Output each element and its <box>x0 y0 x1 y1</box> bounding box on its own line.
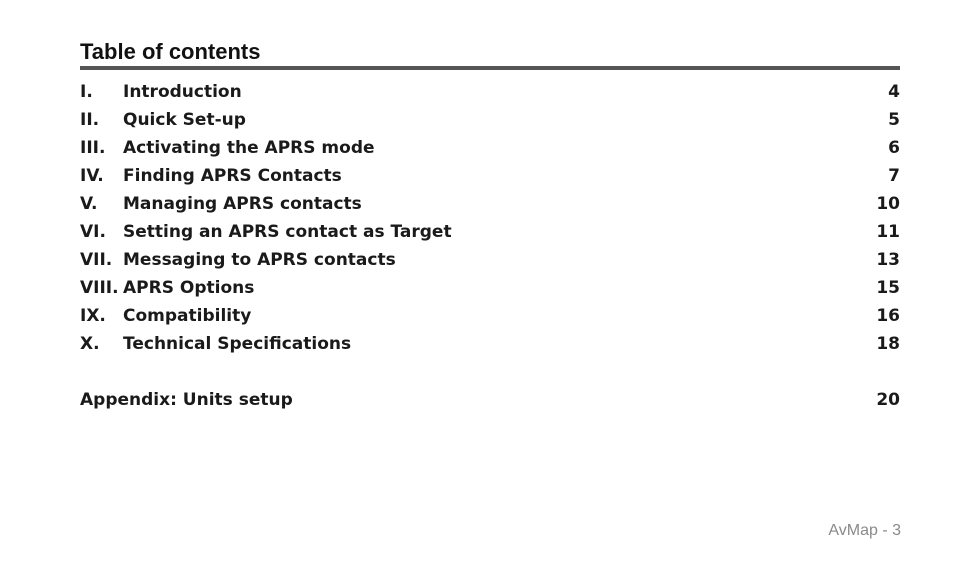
toc-entry-label: Messaging to APRS contacts <box>123 250 396 270</box>
toc-entry-finding-contacts[interactable] <box>80 162 900 190</box>
toc-entry-number: V. <box>80 194 98 214</box>
toc-entry-label: Quick Set-up <box>123 110 246 130</box>
toc-entry-number: IX. <box>80 306 106 326</box>
toc-entry-number: VII. <box>80 250 113 270</box>
toc-entry-label: Setting an APRS contact as Target <box>123 222 452 242</box>
toc-entry-number: X. <box>80 334 100 354</box>
toc-entry-page: 7 <box>888 166 900 186</box>
toc-entry-page: 10 <box>876 194 900 214</box>
toc-entry-page: 6 <box>888 138 900 158</box>
toc-entry-label: Technical Specifications <box>123 334 352 354</box>
toc-entry-setting-target[interactable] <box>80 218 900 246</box>
toc-entry-technical-specs[interactable] <box>80 330 900 358</box>
appendix-label: Appendix: Units setup <box>80 390 293 410</box>
toc-entry-quick-setup[interactable] <box>80 106 900 134</box>
toc-entry-managing-contacts[interactable] <box>80 190 900 218</box>
toc-entry-label: Activating the APRS mode <box>123 138 375 158</box>
title-rule <box>80 66 900 70</box>
toc-entry-number: VIII. <box>80 278 119 298</box>
toc-entries <box>80 78 900 414</box>
toc-entry-number: I. <box>80 82 93 102</box>
toc-entry-page: 4 <box>888 82 900 102</box>
toc-entry-page: 15 <box>876 278 900 298</box>
toc-entry-number: VI. <box>80 222 106 242</box>
toc-entry-messaging[interactable] <box>80 246 900 274</box>
toc-entry-activating-aprs[interactable] <box>80 134 900 162</box>
page-footer: AvMap - 3 <box>828 522 901 539</box>
toc-entry-label: Introduction <box>123 82 242 102</box>
toc-entry-compatibility[interactable] <box>80 302 900 330</box>
toc-entry-page: 13 <box>876 250 900 270</box>
toc-entry-page: 18 <box>876 334 900 354</box>
toc-entry-label: Finding APRS Contacts <box>123 166 342 186</box>
toc-entry-aprs-options[interactable] <box>80 274 900 302</box>
appendix-page: 20 <box>876 390 900 410</box>
toc-entry-page: 16 <box>876 306 900 326</box>
toc-page <box>80 38 900 414</box>
toc-entry-appendix[interactable] <box>80 386 900 414</box>
toc-entry-label: Compatibility <box>123 306 252 326</box>
toc-entry-number: III. <box>80 138 106 158</box>
toc-entry-introduction[interactable] <box>80 78 900 106</box>
toc-title: Table of contents <box>80 39 261 64</box>
toc-entry-label: APRS Options <box>123 278 255 298</box>
toc-entry-page: 11 <box>876 222 900 242</box>
toc-entry-number: II. <box>80 110 100 130</box>
toc-entry-number: IV. <box>80 166 104 186</box>
toc-entry-label: Managing APRS contacts <box>123 194 362 214</box>
toc-entry-page: 5 <box>888 110 900 130</box>
